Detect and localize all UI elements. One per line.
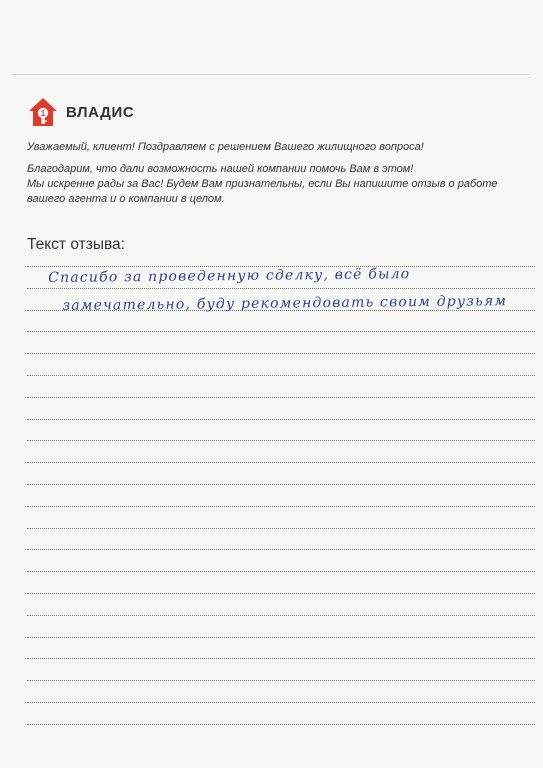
writing-line xyxy=(27,593,535,594)
writing-line xyxy=(27,506,535,507)
writing-line xyxy=(27,724,535,725)
review-title: Текст отзыва: xyxy=(27,236,125,253)
scan-edge-line xyxy=(12,74,530,75)
writing-line xyxy=(27,702,535,703)
writing-line xyxy=(27,419,535,420)
writing-line xyxy=(27,331,535,332)
writing-line xyxy=(27,462,535,463)
writing-line xyxy=(27,680,535,681)
intro-text xyxy=(27,140,527,207)
writing-line xyxy=(27,528,535,529)
writing-line xyxy=(27,484,535,485)
writing-line xyxy=(27,571,535,572)
thanks-line-1: Благодарим, что дали возможность нашей компании помочь Вам в этом! xyxy=(27,163,414,175)
greeting-text: Уважаемый, клиент! Поздравляем с решением Вашего жилищного вопроса! xyxy=(27,141,424,153)
handwritten-line-1: Спасибо за проведенную сделку, всё было xyxy=(48,266,411,286)
thanks-line-2: Мы искренне рады за Вас! Будем Вам признательны, если Вы напишите отзыв о работе xyxy=(27,178,498,190)
writing-line xyxy=(27,615,535,616)
writing-line xyxy=(27,549,535,550)
brand-name: ВЛАДИС xyxy=(66,103,135,121)
handwritten-review xyxy=(48,259,539,320)
writing-line xyxy=(27,397,535,398)
writing-line xyxy=(27,658,535,659)
handwritten-line-2: замечательно, буду рекомендовать своим друзьям xyxy=(62,293,508,314)
brand-logo xyxy=(27,96,134,128)
writing-line xyxy=(27,440,535,441)
thanks-line-3: вашего агента и о компании в целом. xyxy=(27,193,225,205)
writing-line xyxy=(27,637,535,638)
house-key-icon xyxy=(27,96,59,128)
writing-line xyxy=(27,353,535,354)
writing-line xyxy=(27,375,535,376)
logo-digit: 1 xyxy=(40,109,46,118)
